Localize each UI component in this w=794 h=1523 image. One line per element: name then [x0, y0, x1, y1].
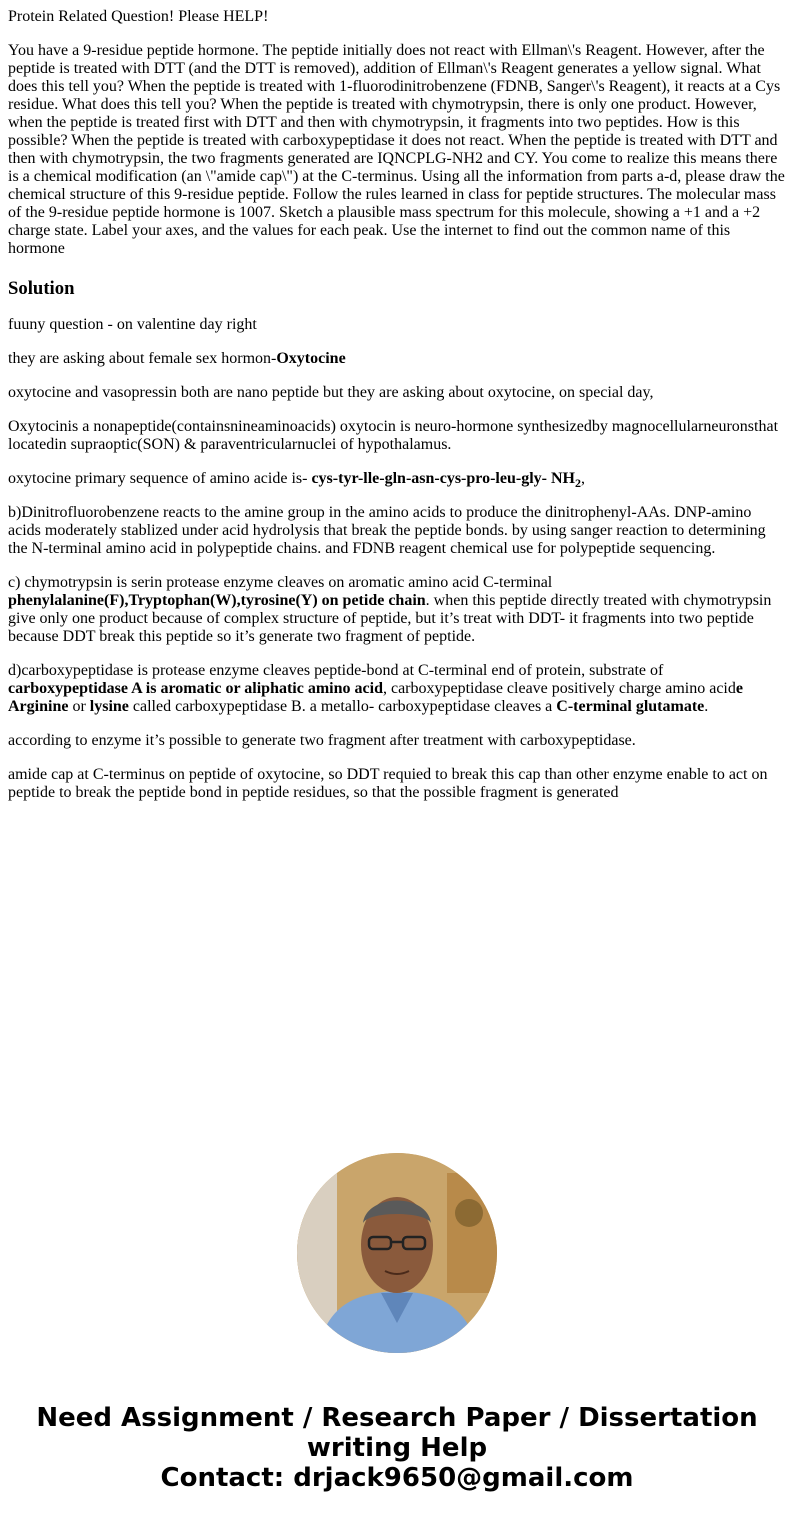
text-run: , carboxypeptidase cleave positively charge amino acid: [382, 680, 736, 697]
solution-paragraph-7: [8, 574, 786, 646]
bold-run: carboxypeptidase A is aromatic or aliphatic amino acid: [8, 680, 383, 697]
author-avatar: [297, 1153, 497, 1353]
solution-paragraph-4: Oxytocinis a nonapeptide(containsnineaminoacids) oxytocin is neuro-hormone synthesizedby magnocellularneuronsthat locatedin supraoptic(SON) & paraventricularnuclei of hypothalamus.: [8, 418, 779, 453]
sequence-text: cys-tyr-lle-gln-asn-cys-pro-leu-gly- NH: [311, 470, 575, 487]
text-run: called carboxypeptidase B. a metallo- carboxypeptidase cleaves a: [128, 698, 557, 715]
text-run: . when this peptide directly treated with chymotrypsin give only one product because of complex structure of peptide, but it’s treat with DDT- it fragments into two peptide because DDT break this peptide so it’s generate two fragment of peptide.: [8, 592, 772, 645]
text-run: oxytocine primary sequence of amino acide is-: [8, 470, 312, 487]
text-run: they are asking about female sex hormon-: [8, 350, 277, 367]
solution-paragraph-3: oxytocine and vasopressin both are nano peptide but they are asking about oxytocine, on special day,: [8, 384, 654, 401]
solution-paragraph-9: according to enzyme it’s possible to generate two fragment after treatment with carboxypeptidase.: [8, 732, 636, 749]
text-run: ,: [580, 470, 585, 487]
bold-run: C-terminal glutamate: [556, 698, 705, 715]
article: [8, 8, 786, 802]
subscript: 2: [574, 476, 581, 491]
text-run: c) chymotrypsin is serin protease enzyme cleaves on aromatic amino acid C-terminal: [8, 574, 553, 591]
solution-paragraph-1: fuuny question - on valentine day right: [8, 316, 257, 333]
promo-banner: [0, 1403, 794, 1493]
banner-line-1: Need Assignment / Research Paper / Dissertation: [36, 1403, 758, 1433]
solution-heading: Solution: [8, 278, 75, 299]
text-run: .: [704, 698, 709, 715]
primary-sequence: [311, 470, 581, 491]
solution-paragraph-5: [8, 470, 786, 491]
banner-line-2: writing Help: [306, 1433, 488, 1463]
question-title: Protein Related Question! Please HELP!: [8, 8, 269, 25]
hormone-name: Oxytocine: [276, 350, 346, 367]
text-run: d)carboxypeptidase is protease enzyme cleaves peptide-bond at C-terminal end of protein, substrate of: [8, 662, 664, 679]
bold-run: phenylalanine(F),Tryptophan(W),tyrosine(Y) on petide chain: [8, 592, 426, 609]
bold-run: lysine: [89, 698, 129, 715]
solution-paragraph-10: amide cap at C-terminus on peptide of oxytocine, so DDT requied to break this cap than other enzyme enable to act on peptide to break the peptide bond in peptide residues, so that the possible fragment is generated: [8, 766, 768, 801]
solution-paragraph-2: [8, 350, 786, 368]
author-portrait-illustration: [297, 1153, 497, 1353]
text-run: or: [68, 698, 90, 715]
bold-run: e Arginine: [8, 680, 743, 715]
solution-paragraph-8: [8, 662, 786, 716]
question-body: You have a 9-residue peptide hormone. The peptide initially does not react with Ellman\'s Reagent. However, after the peptide is treated with DTT (and the DTT is removed), addition of Ellman\'s Reagent generates a yellow signal. What does this tell you? When the peptide is treated with 1-fluorodinitrobenzene (FDNB, Sanger\'s Reagent), it reacts at a Cys residue. What does this tell you? When the peptide is treated with chymotrypsin, there is only one product. However, when the peptide is treated first with DTT and then with chymotrypsin, it fragments into two peptides. How is this possible? When the peptide is treated with carboxypeptidase it does not react. When the peptide is treated with DTT and then with chymotrypsin, the two fragments generated are IQNCPLG-NH2 and CY. You come to realize this means there is a chemical modification (an \"amide cap\") at the C-terminus. Using all the information from parts a-d, please draw the chemical structure of this 9-residue peptide. Follow the rules learned in class for peptide structures. The molecular mass of the 9-residue peptide hormone is 1007. Sketch a plausible mass spectrum for this molecule, showing a +1 and a +2 charge state. Label your axes, and the values for each peak. Use the internet to find out the common name of this hormone: [8, 42, 785, 257]
banner-contact: Contact: drjack9650@gmail.com: [160, 1463, 634, 1493]
solution-paragraph-6: b)Dinitrofluorobenzene reacts to the amine group in the amino acids to produce the dinitrophenyl-AAs. DNP-amino acids moderately stablized under acid hydrolysis that break the peptide bonds. by using sanger reaction to determining the N-terminal amino acid in polypeptide chains. and FDNB reagent chemical use for polypeptide sequencing.: [8, 504, 766, 557]
